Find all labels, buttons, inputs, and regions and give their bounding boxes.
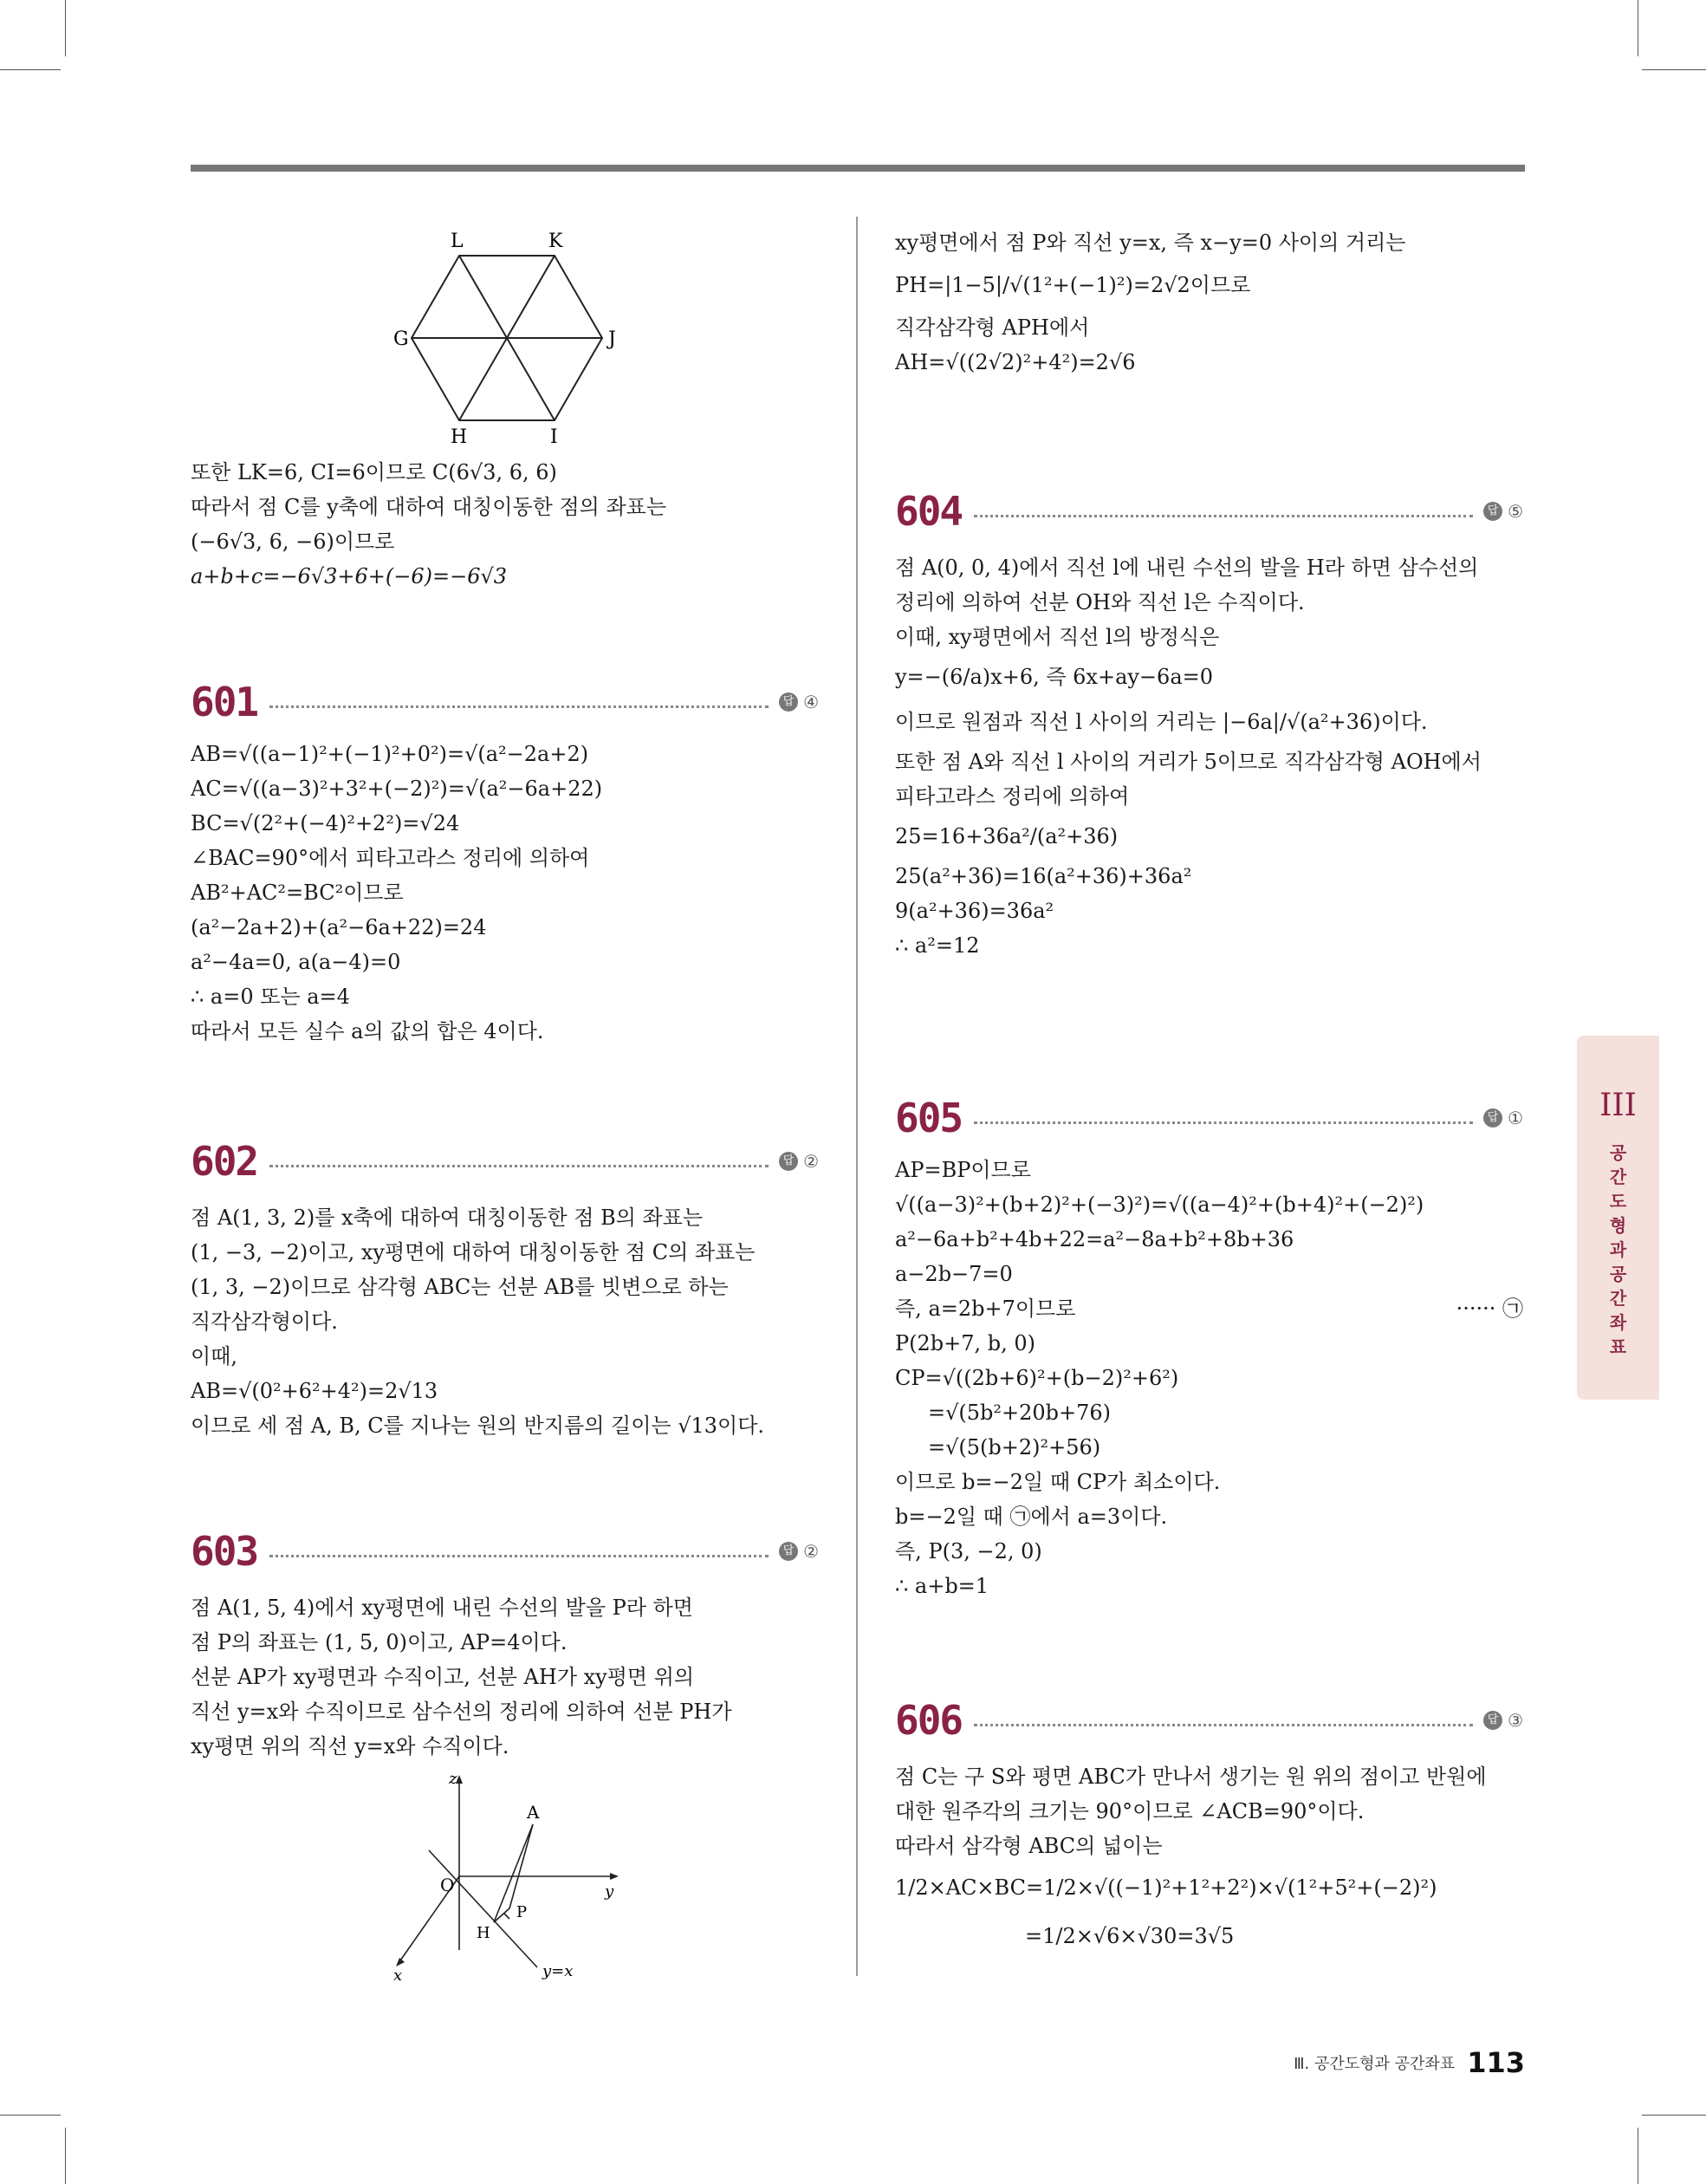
answer-icon: 답 [1483,1711,1502,1730]
text-line: 직선 y=x와 수직이므로 삼수선의 정리에 의하여 선분 PH가 [191,1700,732,1724]
text-line: (1, 3, −2)이므로 삼각형 ABC는 선분 AB를 빗변으로 하는 [191,1275,729,1299]
problem-601-body [191,737,814,1049]
problem-606-body [895,1759,1523,1960]
text-line: 점 P의 좌표는 (1, 5, 0)이고, AP=4이다. [191,1630,568,1654]
text-line: 따라서 모든 실수 a의 값의 합은 4이다. [191,1019,544,1043]
answer-marker [779,1151,819,1172]
chapter-side-tab [1577,1036,1659,1400]
text-line: BC=√(2²+(−4)²+2²)=√24 [191,811,460,835]
text-line: AH=√((2√2)²+4²)=2√6 [895,350,1136,374]
text-line: 따라서 삼각형 ABC의 넓이는 [895,1834,1163,1858]
problem-606-header [895,1690,1523,1751]
answer-icon: 답 [779,1152,798,1171]
text-line: a−2b−7=0 [895,1262,1013,1286]
text-line: a²−6a+b²+4b+22=a²−8a+b²+8b+36 [895,1227,1294,1251]
hex-label-K: K [548,231,563,252]
problem-604-body [895,550,1523,963]
leader-dots [269,705,769,708]
hex-label-H: H [451,426,468,446]
problem-604-header [895,481,1523,542]
text-line: 1/2×AC×BC=1/2×√((−1)²+1²+2²)×√(1²+5²+(−2)²) [895,1875,1437,1900]
text-line: P(2b+7, b, 0) [895,1331,1036,1355]
answer-marker [1483,501,1523,522]
line-label: y=x [542,1962,574,1980]
problem-601-header [191,672,819,732]
text-line: y=−(6/a)x+6, 즉 6x+ay−6a=0 [895,665,1214,689]
text-line: 선분 AP가 xy평면과 수직이고, 선분 AH가 xy평면 위의 [191,1665,695,1689]
coordinate-3d-figure [381,1768,641,1985]
text-line: 피타고라스 정리에 의하여 [895,784,1130,809]
text-line: 대한 원주각의 크기는 90°이므로 ∠ACB=90°이다. [895,1799,1365,1823]
text-line: ∴ a=0 또는 a=4 [191,985,350,1009]
axis-label-y: y [605,1882,614,1901]
crop-mark [65,2128,66,2184]
text-line: =√(5(b+2)²+56) [928,1435,1101,1459]
leader-dots [269,1555,769,1557]
point-label-A: A [527,1802,540,1823]
text-line: AB=√(0²+6²+4²)=2√13 [191,1379,438,1403]
text-line: xy평면에서 점 P와 직선 y=x, 즉 x−y=0 사이의 거리는 [895,231,1406,255]
text-line: =1/2×√6×√30=3√5 [1025,1924,1235,1948]
text-line: ∴ a+b=1 [895,1574,989,1598]
hex-label-I: I [550,426,558,446]
text-line: 이므로 세 점 A, B, C를 지나는 원의 반지름의 길이는 √13이다. [191,1414,765,1438]
hex-label-J: J [608,328,616,350]
crop-mark [1642,69,1706,70]
answer-marker [1483,1710,1523,1731]
text-line: √((a−3)²+(b+2)²+(−3)²)=√((a−4)²+(b+4)²+(−2)²) [895,1193,1424,1217]
answer-value: ④ [803,692,819,712]
answer-marker [779,692,819,712]
leader-dots [974,1724,1473,1726]
text-line: ∴ a²=12 [895,933,980,958]
text-line: AB²+AC²=BC²이므로 [191,881,404,905]
text-line: PH=|1−5|/√(1²+(−1)²)=2√2이므로 [895,273,1251,297]
text-line: xy평면 위의 직선 y=x와 수직이다. [191,1734,509,1758]
text-line: (1, −3, −2)이고, xy평면에 대하여 대칭이동한 점 C의 좌표는 [191,1240,756,1264]
text-line: AC=√((a−3)²+3²+(−2)²)=√(a²−6a+22) [191,777,603,801]
text-line: 또한 점 A와 직선 l 사이의 거리가 5이므로 직각삼각형 AOH에서 [895,750,1482,774]
text-line: 점 A(1, 5, 4)에서 xy평면에 내린 수선의 발을 P라 하면 [191,1596,693,1620]
hexagon-figure [390,221,650,446]
problem-602-body [191,1200,814,1443]
problem-600-continuation [191,455,814,594]
text-line: AB=√((a−1)²+(−1)²+0²)=√(a²−2a+2) [191,742,589,766]
text-line: ∠BAC=90°에서 피타고라스 정리에 의하여 [191,846,590,870]
point-label-H: H [477,1924,490,1942]
problem-605-header [895,1088,1523,1148]
crop-mark [1642,2115,1706,2116]
text-line: 또한 LK=6, CI=6이므로 C(6√3, 6, 6) [191,460,557,484]
problem-number: 602 [191,1138,258,1185]
chapter-title-vertical: 공간도형과 공간좌표 [1609,1142,1627,1357]
text-line: 직각삼각형 APH에서 [895,315,1090,340]
answer-marker [1483,1108,1523,1128]
problem-number: 603 [191,1528,258,1575]
text-line: 25=16+36a²/(a²+36) [895,824,1119,848]
text-line: AP=BP이므로 [895,1158,1031,1182]
text-line: a+b+c=−6√3+6+(−6)=−6√3 [191,564,508,588]
answer-value: ③ [1508,1710,1523,1731]
chapter-roman-numeral: III [1599,1088,1637,1123]
text-line: 따라서 점 C를 y축에 대하여 대칭이동한 점의 좌표는 [191,495,667,519]
crop-mark [65,0,66,56]
leader-dots [974,515,1473,517]
text-line: 점 A(0, 0, 4)에서 직선 l에 내린 수선의 발을 H라 하면 삼수선의 [895,556,1479,580]
problem-number: 605 [895,1095,963,1141]
text-line: a²−4a=0, a(a−4)=0 [191,950,401,974]
crop-mark [0,2115,61,2116]
problem-number: 606 [895,1697,963,1744]
page-footer [1230,2044,1525,2082]
answer-icon: 답 [779,1542,798,1561]
problem-603-header [191,1521,819,1582]
text-line: 정리에 의하여 선분 OH와 직선 l은 수직이다. [895,590,1305,614]
text-line: 점 C는 구 S와 평면 ABC가 만나서 생기는 원 위의 점이고 반원에 [895,1765,1487,1789]
answer-icon: 답 [779,692,798,712]
text-segment: 즉, a=2b+7이므로 [895,1297,1076,1321]
text-line: b=−2일 때 ㉠에서 a=3이다. [895,1505,1168,1529]
problem-number: 604 [895,488,963,535]
text-line: 즉, P(3, −2, 0) [895,1539,1042,1563]
answer-value: ① [1508,1108,1523,1128]
leader-dots [974,1121,1473,1124]
crop-mark [0,69,61,70]
column-divider [856,217,858,1976]
text-line: 이므로 b=−2일 때 CP가 최소이다. [895,1470,1221,1494]
problem-602-header [191,1131,819,1192]
problem-603-body [191,1590,814,1764]
text-line: =√(5b²+20b+76) [928,1401,1112,1425]
text-line: 직각삼각형이다. [191,1310,338,1334]
problem-605-body [895,1153,1523,1603]
answer-marker [779,1541,819,1562]
answer-value: ② [803,1151,819,1172]
text-line: 이때, xy평면에서 직선 l의 방정식은 [895,625,1220,649]
answer-icon: 답 [1483,502,1502,521]
answer-value: ② [803,1541,819,1562]
text-line: (a²−2a+2)+(a²−6a+22)=24 [191,915,487,939]
text-line [895,1291,1523,1326]
text-line: 이때, [191,1344,237,1368]
text-line: 25(a²+36)=16(a²+36)+36a² [895,864,1192,888]
footer-chapter-title: Ⅲ. 공간도형과 공간좌표 [1294,2055,1456,2073]
problem-number: 601 [191,679,258,725]
axis-label-z: z [449,1770,457,1788]
text-line: (−6√3, 6, −6)이므로 [191,530,395,554]
hex-label-G: G [393,328,409,350]
leader-dots [269,1165,769,1167]
text-line: 9(a²+36)=36a² [895,899,1054,923]
equation-marker: ······ ㉠ [1456,1297,1523,1321]
header-rule [191,165,1525,172]
point-label-P: P [516,1903,528,1921]
page-number: 113 [1467,2046,1525,2079]
answer-icon: 답 [1483,1108,1502,1128]
text-line: CP=√((2b+6)²+(b−2)²+6²) [895,1366,1179,1390]
point-label-O: O [440,1875,455,1895]
hex-label-L: L [451,231,464,252]
text-line: 점 A(1, 3, 2)를 x축에 대하여 대칭이동한 점 B의 좌표는 [191,1206,704,1230]
axis-label-x: x [393,1966,403,1985]
answer-value: ⑤ [1508,501,1523,522]
text-line: 이므로 원점과 직선 l 사이의 거리는 |−6a|/√(a²+36)이다. [895,710,1428,734]
problem-603-continuation [895,225,1523,380]
